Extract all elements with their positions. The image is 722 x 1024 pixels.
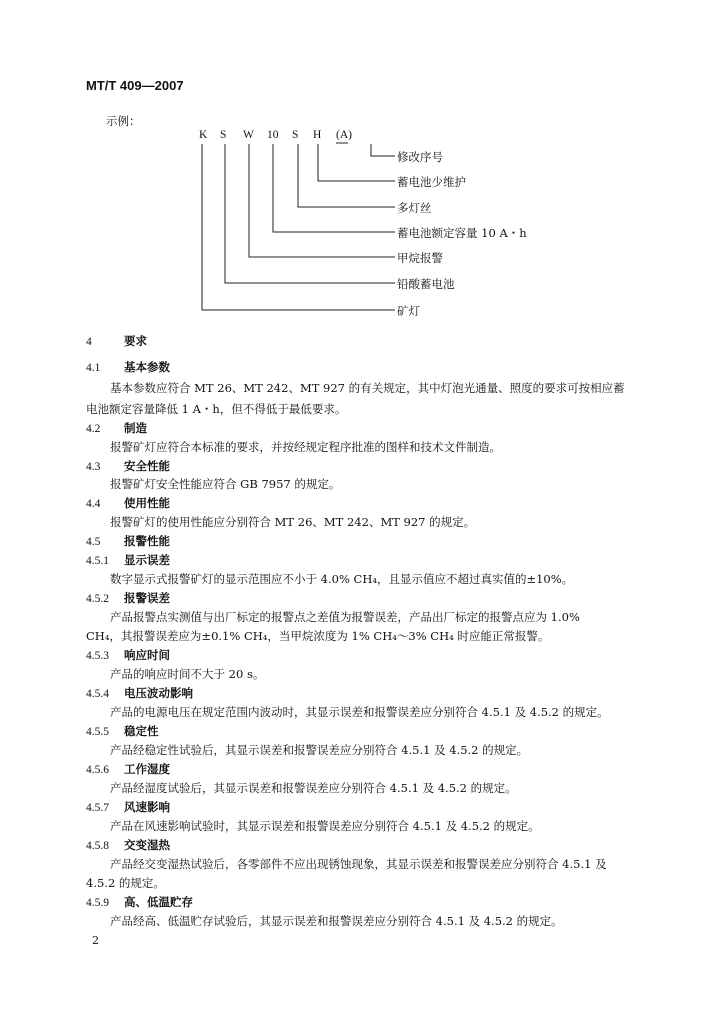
paragraph-4-1-line1: 基本参数应符合 MT 26、MT 242、MT 927 的有关规定，其中灯泡光通量、照度的要求可按相应蓄 bbox=[110, 381, 625, 395]
section-heading-4-5-8: 4.5.8 交变湿热 bbox=[86, 838, 170, 852]
paragraph-4-5-8-line2: 4.5.2 的规定。 bbox=[86, 876, 165, 890]
paragraph-4-5-5: 产品经稳定性试验后，其显示误差和报警误差应分别符合 4.5.1 及 4.5.2 的规定。 bbox=[110, 743, 529, 757]
standard-header: MT/T 409—2007 bbox=[86, 78, 184, 93]
paragraph-4-5-8-line1: 产品经交变湿热试验后，各零部件不应出现锈蚀现象，其显示误差和报警误差应分别符合 4.5.1 及 bbox=[110, 857, 607, 871]
label-multi-filament: 多灯丝 bbox=[397, 201, 432, 215]
section-heading-4-5-3: 4.5.3 响应时间 bbox=[86, 648, 170, 662]
label-revision-number: 修改序号 bbox=[397, 150, 443, 164]
section-heading-4-5-7: 4.5.7 风速影响 bbox=[86, 800, 170, 814]
section-heading-4-5-5: 4.5.5 稳定性 bbox=[86, 724, 159, 738]
paragraph-4-5-2-line2: CH₄，其报警误差应为±0.1% CH₄，当甲烷浓度为 1% CH₄～3% CH₄ 时应能正常报警。 bbox=[86, 629, 550, 643]
section-heading-4-3: 4.3 安全性能 bbox=[86, 459, 170, 473]
label-battery-capacity: 蓄电池额定容量 10 A・h bbox=[397, 226, 527, 240]
section-heading-4-2: 4.2 制造 bbox=[86, 421, 147, 435]
page-number: 2 bbox=[92, 934, 99, 947]
label-lead-acid-battery: 铅酸蓄电池 bbox=[397, 277, 455, 291]
paragraph-4-5-2-line1: 产品报警点实测值与出厂标定的报警点之差值为报警误差，产品出厂标定的报警点应为 1.0% bbox=[110, 610, 580, 624]
section-heading-4: 4 要求 bbox=[86, 334, 147, 348]
code-part-w: W bbox=[243, 129, 254, 141]
paragraph-4-2: 报警矿灯应符合本标准的要求，并按经规定程序批准的图样和技术文件制造。 bbox=[110, 440, 501, 454]
paragraph-4-5-7: 产品在风速影响试验时，其显示误差和报警误差应分别符合 4.5.1 及 4.5.2 的规定。 bbox=[110, 819, 540, 833]
section-heading-4-4: 4.4 使用性能 bbox=[86, 496, 170, 510]
label-mine-lamp: 矿灯 bbox=[397, 304, 420, 318]
section-heading-4-5-2: 4.5.2 报警误差 bbox=[86, 591, 170, 605]
paragraph-4-5-1: 数字显示式报警矿灯的显示范围应不小于 4.0% CH₄，且显示值应不超过真实值的±10%。 bbox=[110, 572, 574, 586]
code-part-h: H bbox=[313, 129, 322, 141]
section-heading-4-5-6: 4.5.6 工作湿度 bbox=[86, 762, 170, 776]
section-heading-4-5-1: 4.5.1 显示误差 bbox=[86, 553, 170, 567]
code-part-s1: S bbox=[220, 129, 227, 141]
section-heading-4-5-9: 4.5.9 高、低温贮存 bbox=[86, 895, 193, 909]
label-low-maintenance-battery: 蓄电池少维护 bbox=[397, 175, 466, 189]
label-methane-alarm: 甲烷报警 bbox=[397, 251, 443, 265]
section-heading-4-5: 4.5 报警性能 bbox=[86, 534, 170, 548]
paragraph-4-1-line2: 电池额定容量降低 1 A・h，但不得低于最低要求。 bbox=[86, 402, 347, 416]
paragraph-4-5-4: 产品的电源电压在规定范围内波动时，其显示误差和报警误差应分别符合 4.5.1 及 4.5.2 的规定。 bbox=[110, 705, 609, 719]
paragraph-4-5-3: 产品的响应时间不大于 20 s。 bbox=[110, 667, 265, 681]
code-part-a: (A) bbox=[336, 129, 352, 141]
code-part-10: 10 bbox=[267, 129, 279, 141]
section-heading-4-1: 4.1 基本参数 bbox=[86, 360, 170, 374]
paragraph-4-3: 报警矿灯安全性能应符合 GB 7957 的规定。 bbox=[110, 477, 341, 491]
paragraph-4-5-6: 产品经湿度试验后，其显示误差和报警误差应分别符合 4.5.1 及 4.5.2 的规定。 bbox=[110, 781, 517, 795]
example-label: 示例： bbox=[106, 114, 141, 128]
code-part-s2: S bbox=[292, 129, 299, 141]
paragraph-4-5-9: 产品经高、低温贮存试验后，其显示误差和报警误差应分别符合 4.5.1 及 4.5.2 的规定。 bbox=[110, 914, 563, 928]
code-part-k: K bbox=[199, 129, 208, 141]
paragraph-4-4: 报警矿灯的使用性能应分别符合 MT 26、MT 242、MT 927 的规定。 bbox=[110, 515, 476, 529]
model-code-diagram bbox=[0, 0, 722, 330]
section-heading-4-5-4: 4.5.4 电压波动影响 bbox=[86, 686, 193, 700]
